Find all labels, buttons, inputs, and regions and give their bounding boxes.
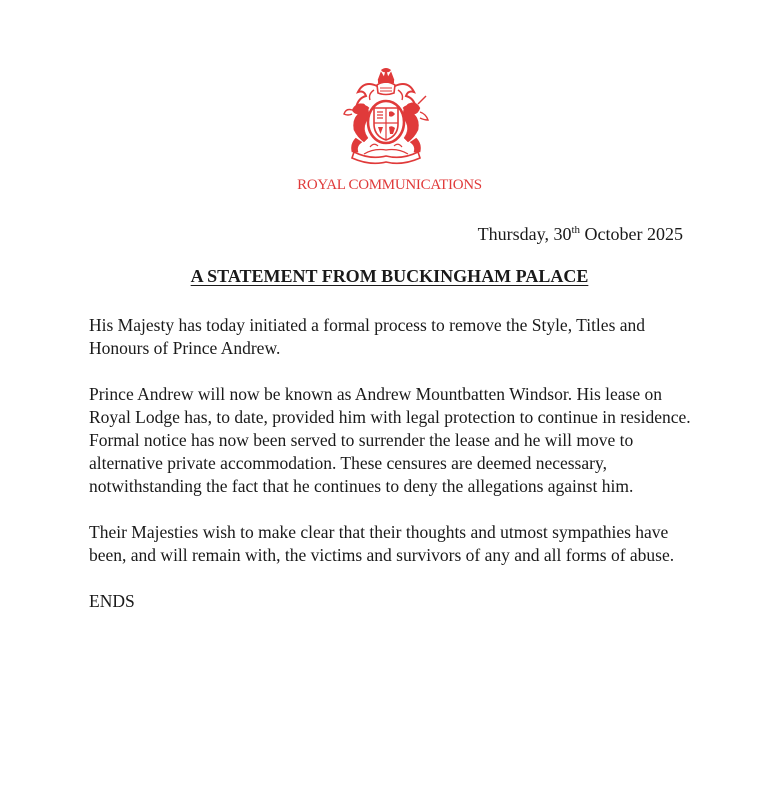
paragraph: Their Majesties wish to make clear that their thoughts and utmost sympathies have been, and will remain with, the victims and survivors of any and all forms of abuse. (89, 522, 675, 565)
statement-body (89, 314, 699, 636)
date-weekday: Thursday, (477, 224, 549, 244)
closing-ends: ENDS (89, 591, 135, 611)
paragraph: His Majesty has today initiated a formal process to remove the Style, Titles and Honours of Prince Andrew. (89, 315, 646, 358)
date-day: 30 (553, 224, 572, 244)
paragraph: Prince Andrew will now be known as Andrew Mountbatten Windsor. His lease on Royal Lodge has, to date, provided him with legal protection to continue in residence. Formal notice has now been served to surrender the lease and he will move to alternative private accommodation. These censures are deemed necessary, notwithstanding the fact that he continues to deny the allegations against him. (89, 384, 691, 496)
date-ordinal: th (571, 224, 581, 236)
date-month-year: October 2025 (584, 224, 683, 244)
statement-date (478, 224, 683, 245)
royal-coat-of-arms-icon (334, 68, 438, 166)
office-name: ROYAL COMMUNICATIONS (297, 177, 482, 193)
statement-headline: A STATEMENT FROM BUCKINGHAM PALACE (190, 266, 589, 286)
